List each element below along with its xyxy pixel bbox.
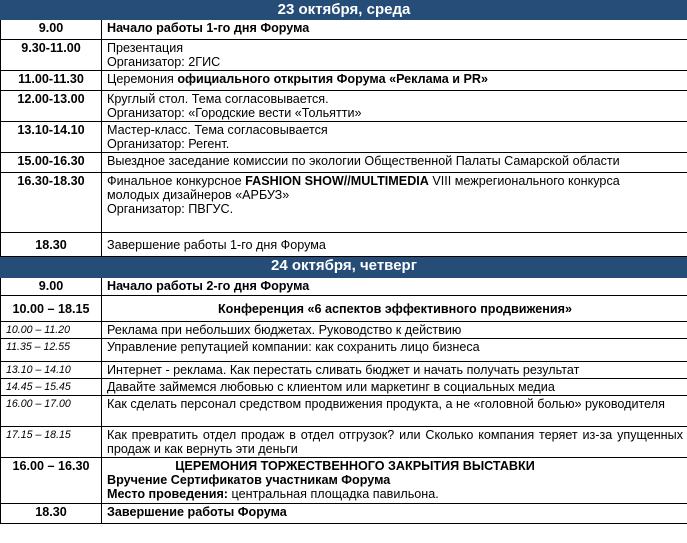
time-cell: 9.30-11.00: [1, 40, 102, 71]
schedule-row: [1, 20, 687, 40]
event-cell: Выездное заседание комиссии по экологии Общественной Палаты Самарской области: [102, 153, 687, 173]
schedule-row: [1, 458, 687, 504]
time-cell: 16.00 – 17.00: [1, 396, 102, 427]
event-cell: Конференция «6 аспектов эффективного продвижения»: [102, 296, 687, 322]
event-cell: Мастер-класс. Тема согласовывается Организатор: Регент.: [102, 122, 687, 153]
day2-header: 24 октября, четверг: [1, 257, 687, 278]
time-cell: 13.10 – 14.10: [1, 362, 102, 379]
schedule-row: [1, 379, 687, 396]
time-cell: 13.10-14.10: [1, 122, 102, 153]
time-cell: 18.30: [1, 233, 102, 257]
time-cell: 10.00 – 18.15: [1, 296, 102, 322]
event-cell: Начало работы 1-го дня Форума: [102, 20, 687, 40]
schedule-row: [1, 296, 687, 322]
schedule-row: [1, 173, 687, 233]
time-cell: 17.15 – 18.15: [1, 427, 102, 458]
schedule-row: [1, 427, 687, 458]
event-cell: Реклама при небольших бюджетах. Руководство к действию: [102, 322, 687, 339]
event-cell: Давайте займемся любовью с клиентом или маркетинг в социальных медиа: [102, 379, 687, 396]
day2-header-row: [1, 257, 687, 278]
time-cell: 15.00-16.30: [1, 153, 102, 173]
schedule-row: [1, 153, 687, 173]
event-cell: Презентация Организатор: 2ГИС: [102, 40, 687, 71]
event-cell: Как сделать персонал средством продвижения продукта, а не «головной болью» руководителя: [102, 396, 687, 427]
schedule-row: [1, 40, 687, 71]
time-cell: 12.00-13.00: [1, 91, 102, 122]
schedule-row: [1, 322, 687, 339]
time-cell: 11.35 – 12.55: [1, 339, 102, 362]
event-cell: Завершение работы 1-го дня Форума: [102, 233, 687, 257]
schedule-row: [1, 122, 687, 153]
time-cell: 9.00: [1, 278, 102, 296]
event-cell: Начало работы 2-го дня Форума: [102, 278, 687, 296]
event-cell: Интернет - реклама. Как перестать сливать бюджет и начать получать результат: [102, 362, 687, 379]
event-cell: Завершение работы Форума: [102, 504, 687, 524]
schedule-row: [1, 339, 687, 362]
time-cell: 11.00-11.30: [1, 71, 102, 91]
day1-header: 23 октября, среда: [1, 1, 687, 20]
day1-header-row: [1, 1, 687, 20]
event-cell: Финальное конкурсное FASHION SHOW//MULTIMEDIA VIII межрегионального конкурса молодых дизайнеров «АРБУЗ» Организатор: ПВГУС.: [102, 173, 687, 233]
event-cell: Как превратить отдел продаж в отдел отгрузок? или Сколько компания теряет из-за упущенных продаж и как вернуть эти деньги: [102, 427, 687, 458]
event-cell: ЦЕРЕМОНИЯ ТОРЖЕСТВЕННОГО ЗАКРЫТИЯ ВЫСТАВКИ Вручение Сертификатов участникам Форума Место проведения: центральная площадка павильона.: [102, 458, 687, 504]
schedule-row: [1, 233, 687, 257]
schedule-row: [1, 71, 687, 91]
time-cell: 10.00 – 11.20: [1, 322, 102, 339]
time-cell: 16.00 – 16.30: [1, 458, 102, 504]
time-cell: 18.30: [1, 504, 102, 524]
schedule-row: [1, 504, 687, 524]
schedule-row: [1, 396, 687, 427]
time-cell: 14.45 – 15.45: [1, 379, 102, 396]
time-cell: 9.00: [1, 20, 102, 40]
event-cell: Круглый стол. Тема согласовывается. Организатор: «Городские вести «Тольятти»: [102, 91, 687, 122]
schedule-row: [1, 362, 687, 379]
schedule-row: [1, 278, 687, 296]
event-cell: Управление репутацией компании: как сохранить лицо бизнеса: [102, 339, 687, 362]
time-cell: 16.30-18.30: [1, 173, 102, 233]
event-cell: Церемония официального открытия Форума «Реклама и PR»: [102, 71, 687, 91]
schedule-row: [1, 91, 687, 122]
